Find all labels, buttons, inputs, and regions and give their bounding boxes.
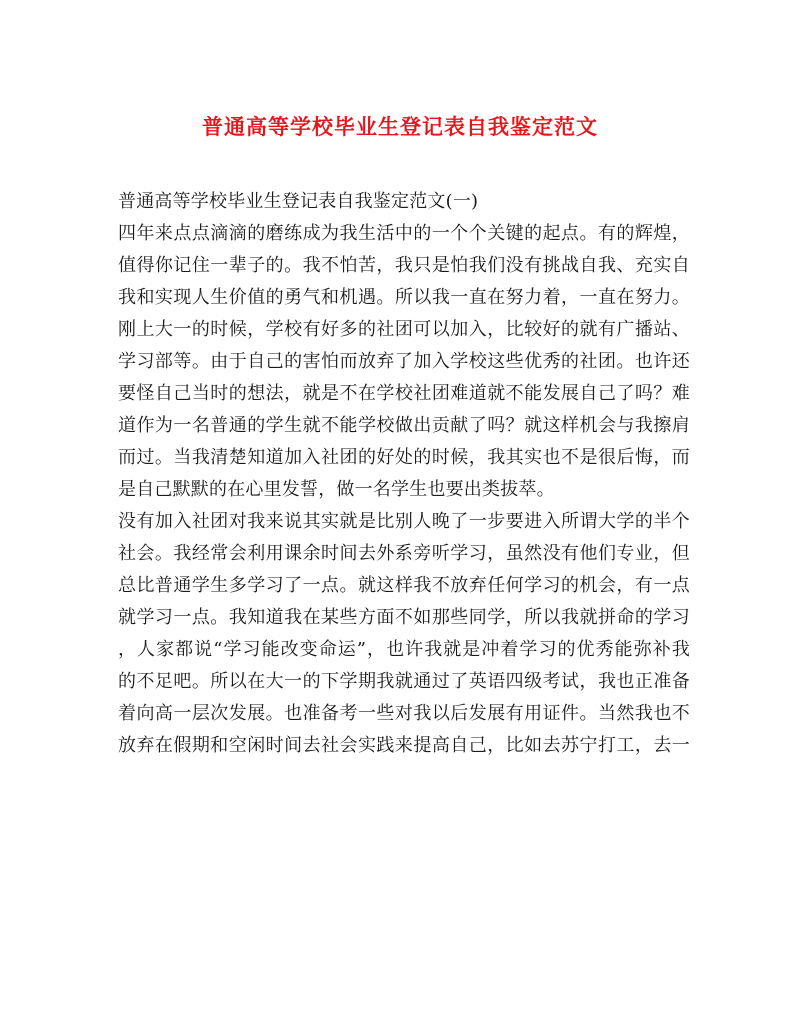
body-line: 要怪自己当时的想法，就是不在学校社团难道就不能发展自己了吗？难 [118,383,690,404]
body-line: 刚上大一的时候，学校有好多的社团可以加入，比较好的就有广播站、 [118,319,690,340]
body-line: ，人家都说“学习能改变命运”，也许我就是冲着学习的优秀能弥补我 [118,639,690,660]
body-line: 四年来点点滴滴的磨练成为我生活中的一个个关键的起点。有的辉煌， [118,223,690,244]
document-title: 普通高等学校毕业生登记表自我鉴定范文 [202,114,598,139]
body-line: 着向高一层次发展。也准备考一些对我以后发展有用证件。当然我也不 [118,703,690,724]
body-line: 放弃在假期和空闲时间去社会实践来提高自己，比如去苏宁打工，去一 [118,735,690,756]
body-line: 学习部等。由于自己的害怕而放弃了加入学校这些优秀的社团。也许还 [118,351,690,372]
body-line: 值得你记住一辈子的。我不怕苦，我只是怕我们没有挑战自我、充实自 [118,255,690,276]
document-body [118,186,690,762]
body-line: 总比普通学生多学习了一点。就这样我不放弃任何学习的机会，有一点 [118,575,690,596]
body-line: 的不足吧。所以在大一的下学期我就通过了英语四级考试，我也正准备 [118,671,690,692]
body-line: 社会。我经常会利用课余时间去外系旁听学习，虽然没有他们专业，但 [118,543,690,564]
body-line: 而过。当我清楚知道加入社团的好处的时候，我其实也不是很后悔，而 [118,447,690,468]
body-line: 没有加入社团对我来说其实就是比别人晚了一步要进入所谓大学的半个 [118,511,690,532]
body-line: 我和实现人生价值的勇气和机遇。所以我一直在努力着，一直在努力。 [118,287,690,308]
body-line: 是自己默默的在心里发誓，做一名学生也要出类拔萃。 [118,479,555,500]
section-heading: 普通高等学校毕业生登记表自我鉴定范文(一) [118,191,479,212]
body-line: 就学习一点。我知道我在某些方面不如那些同学，所以我就拼命的学习 [118,607,690,628]
body-line: 道作为一名普通的学生就不能学校做出贡献了吗？就这样机会与我擦肩 [118,415,690,436]
